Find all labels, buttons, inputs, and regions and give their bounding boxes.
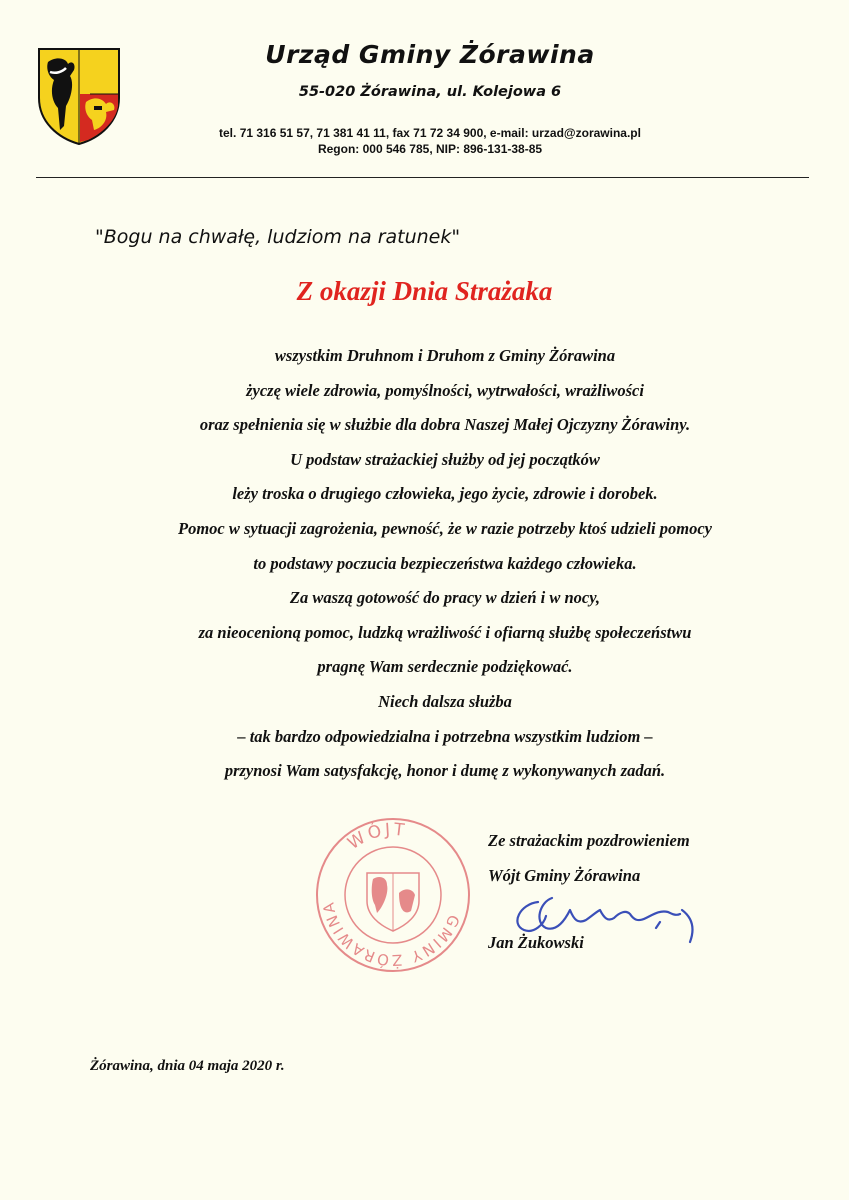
body-line: to podstawy poczucia bezpieczeństwa każdego człowieka. bbox=[253, 553, 637, 573]
organization-address: 55-020 Żórawina, ul. Kolejowa 6 bbox=[298, 84, 562, 100]
signatory-name: Jan Żukowski bbox=[488, 933, 584, 952]
official-stamp-icon bbox=[313, 815, 473, 975]
body-line: wszystkim Druhnom i Druhom z Gminy Żórawina bbox=[274, 346, 616, 365]
body-line: Pomoc w sytuacji zagrożenia, pewność, że w razie potrzeby ktoś udzieli pomocy bbox=[178, 518, 712, 538]
body-line: pragnę Wam serdecznie podziękować. bbox=[317, 657, 573, 677]
body-line: przynosi Wam satysfakcję, honor i dumę z wykonywanych zadań. bbox=[224, 761, 666, 781]
svg-text:WÓJT: WÓJT bbox=[344, 819, 409, 854]
header-divider bbox=[36, 177, 809, 178]
body-line: leży troska o drugiego człowieka, jego życie, zdrowie i dorobek. bbox=[232, 484, 658, 504]
motto: "Bogu na chwałę, ludziom na ratunek" bbox=[95, 226, 461, 248]
body-line: Za waszą gotowość do pracy w dzień i w nocy, bbox=[289, 588, 601, 608]
body-line: U podstaw strażackiej służby od jej początków bbox=[290, 449, 600, 469]
body-line: – tak bardzo odpowiedzialna i potrzebna wszystkim ludziom – bbox=[237, 726, 653, 746]
organization-name: Urząd Gminy Żórawina bbox=[265, 40, 595, 69]
letter-title: Z okazji Dnia Strażaka bbox=[296, 276, 553, 306]
closing-greeting: Ze strażackim pozdrowieniem bbox=[488, 831, 690, 850]
svg-text:GMINY ŻÓRAWINA: GMINY ŻÓRAWINA bbox=[319, 899, 464, 970]
signatory-role: Wójt Gminy Żórawina bbox=[488, 866, 641, 885]
body-line: za nieocenioną pomoc, ludzką wrażliwość i ofiarną służbę społeczeństwu bbox=[198, 622, 692, 642]
body-line: życzę wiele zdrowia, pomyślności, wytrwałości, wrażliwości bbox=[246, 380, 644, 400]
body-line: oraz spełnienia się w służbie dla dobra Naszej Małej Ojczyzny Żórawiny. bbox=[199, 415, 691, 435]
registration-numbers: Regon: 000 546 785, NIP: 896-131-38-85 bbox=[317, 142, 543, 156]
body-line: Niech dalsza służba bbox=[378, 691, 512, 711]
contact-details: tel. 71 316 51 57, 71 381 41 11, fax 71 72 34 900, e-mail: urzad@zorawina.pl bbox=[219, 126, 641, 140]
letter-date: Żórawina, dnia 04 maja 2020 r. bbox=[90, 1058, 285, 1074]
letter-body bbox=[60, 339, 830, 789]
coat-of-arms-icon bbox=[36, 46, 122, 146]
